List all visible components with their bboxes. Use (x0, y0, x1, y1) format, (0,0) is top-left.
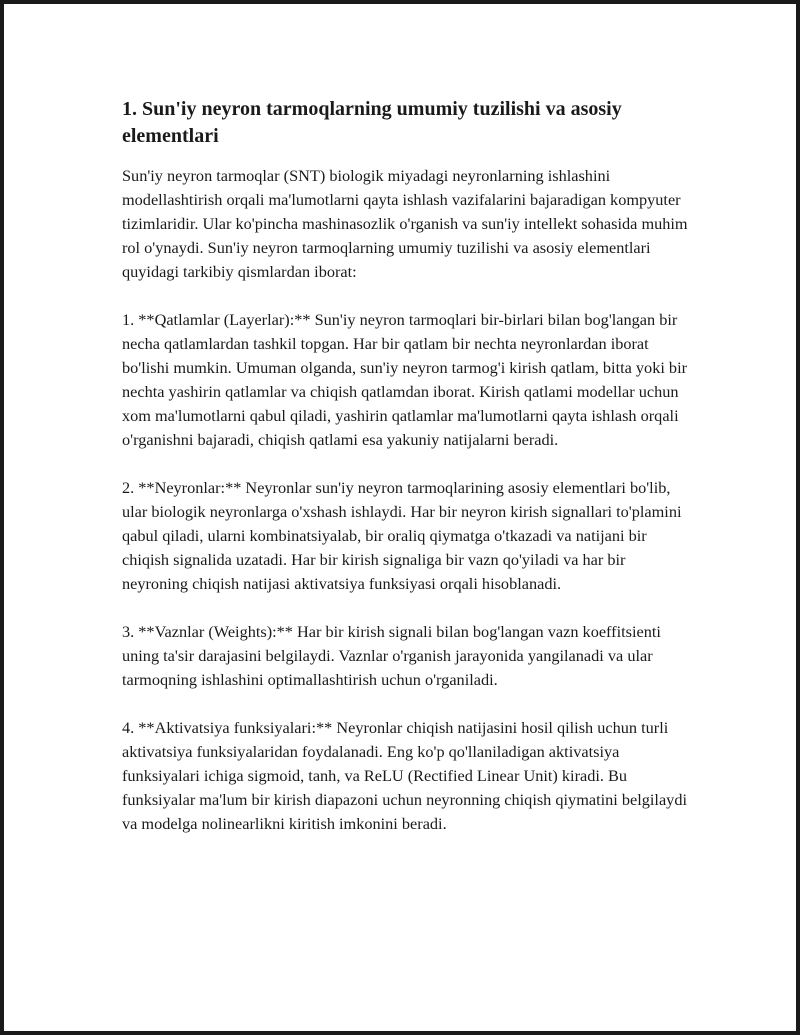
document-title: 1. Sun'iy neyron tarmoqlarning umumiy tuzilishi va asosiy elementlari (122, 98, 622, 147)
paragraph-neurons: 2. **Neyronlar:** Neyronlar sun'iy neyron tarmoqlarining asosiy elementlari bo'lib, ular biologik neyronlarga o'xshash ishlaydi. Har bir neyron kirish signallari to'plamini qabul qiladi, ularni kombinatsiyalab, bir oraliq qiymatga o'tkazadi va natijani bir chiqish signalida uzatadi. Har bir kirish signaliga bir vazn qo'yiladi va har bir neyroning chiqish natijasi aktivatsiya funksiyasi orqali hisoblanadi. (122, 478, 682, 593)
paragraph-intro: Sun'iy neyron tarmoqlar (SNT) biologik miyadagi neyronlarning ishlashini modellashtirish orqali ma'lumotlarni qayta ishlash vazifalarini bajaradigan kompyuter tizimlaridir. Ular ko'pincha mashinasozlik o'rganish va sun'iy intellekt sohasida muhim rol o'ynaydi. Sun'iy neyron tarmoqlarning umumiy tuzilishi va asosiy elementlari quyidagi tarkibiy qismlardan iborat: (122, 166, 688, 281)
paragraph-weights: 3. **Vaznlar (Weights):** Har bir kirish signali bilan bog'langan vazn koeffitsienti uning ta'sir darajasini belgilaydi. Vaznlar o'rganish jarayonida yangilanadi va ular tarmoqning ishlashini optimallashtirish uchun o'rganiladi. (122, 622, 661, 689)
paragraph-layers: 1. **Qatlamlar (Layerlar):** Sun'iy neyron tarmoqlari bir-birlari bilan bog'langan bir necha qatlamlardan tashkil topgan. Har bir qatlam bir nechta neyronlardan iborat bo'lishi mumkin. Umuman olganda, sun'iy neyron tarmog'i kirish qatlam, bitta yoki bir nechta yashirin qatlamlar va chiqish qatlamdan iborat. Kirish qatlami modellar uchun xom ma'lumotlarni qabul qiladi, yashirin qatlamlar ma'lumotlarni qayta ishlash orqali o'rganishni bajaradi, chiqish qatlami esa yakuniy natijalarni beradi. (122, 310, 688, 449)
paragraph-activation: 4. **Aktivatsiya funksiyalari:** Neyronlar chiqish natijasini hosil qilish uchun turli aktivatsiya funksiyalaridan foydalanadi. Eng ko'p qo'llaniladigan aktivatsiya funksiyalari ichiga sigmoid, tanh, va ReLU (Rectified Linear Unit) kiradi. Bu funksiyalar ma'lum bir kirish diapazoni uchun neyronning chiqish qiymatini belgilaydi va modelga nolinearlikni kiritish imkonini beradi. (122, 718, 687, 833)
document-body (122, 96, 692, 860)
